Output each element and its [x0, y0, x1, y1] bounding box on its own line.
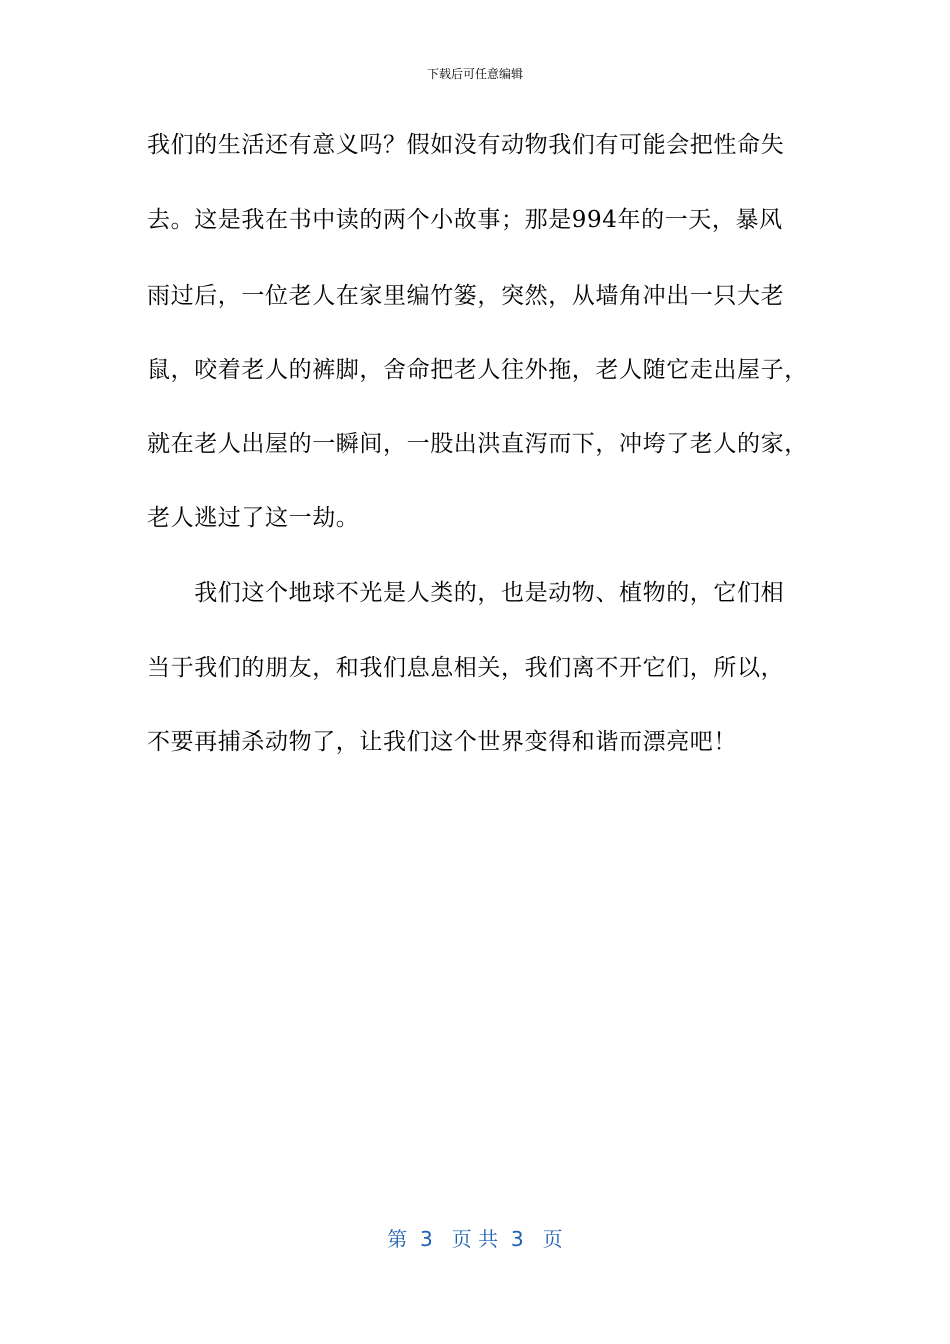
paragraph-1-line-2: 去。这是我在书中读的两个小故事；那是994年的一天，暴风	[147, 207, 783, 233]
page-header: 下载后可任意编辑	[426, 67, 523, 81]
paragraph-1-line-4: 鼠，咬着老人的裤脚，舍命把老人往外拖，老人随它走出屋子，	[147, 357, 808, 383]
paragraph-1-line-5: 就在老人出屋的一瞬间，一股出洪直泻而下，冲垮了老人的家，	[147, 431, 808, 457]
paragraph-1-line-3: 雨过后，一位老人在家里编竹篓，突然，从墙角冲出一只大老	[147, 283, 785, 309]
paragraph-2-line-3: 不要再捕杀动物了，让我们这个世界变得和谐而漂亮吧！	[147, 729, 737, 755]
paragraph-2-line-1: 我们这个地球不光是人类的，也是动物、植物的，它们相	[147, 580, 785, 606]
paragraph-1-line-6: 老人逃过了这一劫。	[147, 505, 360, 531]
paragraph-1-line-1: 我们的生活还有意义吗？假如没有动物我们有可能会把性命失	[147, 132, 785, 158]
page-number-footer: 第 3 页 共 3 页	[387, 1227, 563, 1251]
paragraph-2-line-2: 当于我们的朋友，和我们息息相关，我们离不开它们，所以，	[147, 655, 785, 681]
